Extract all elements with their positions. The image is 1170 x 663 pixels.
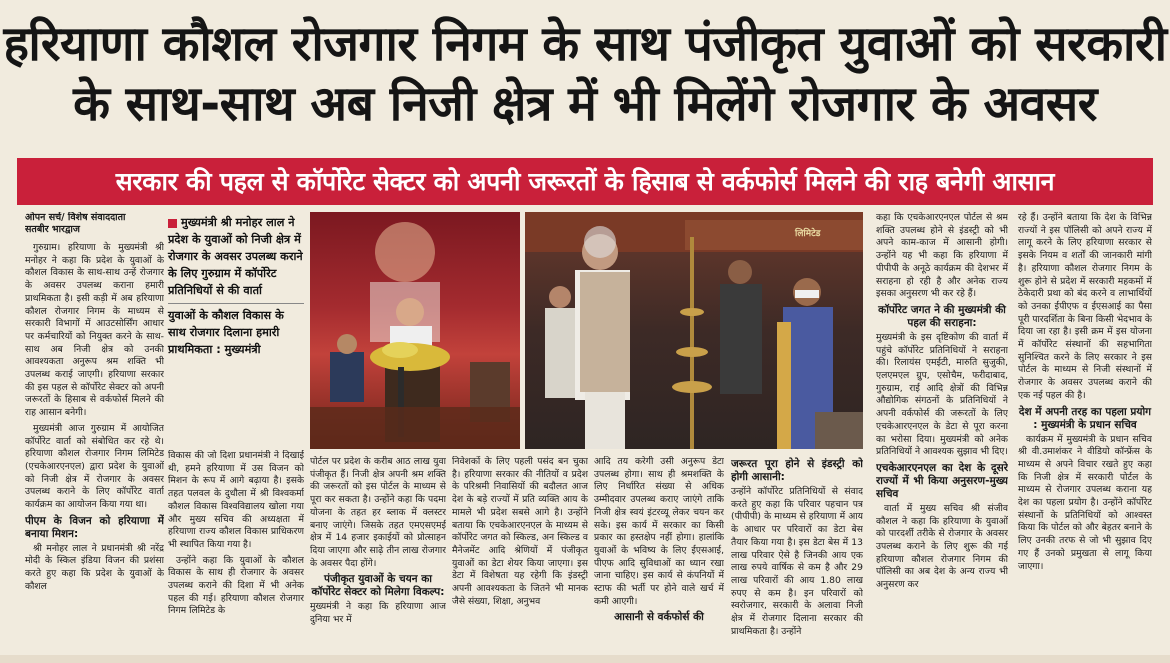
article-paragraph: उन्होंने कॉर्पोरेट प्रतिनिधियों से संवाद करते हुए कहा कि परिवार पहचान पत्र (पीपीपी) के माध्यम से हरियाणा में आय के आधार पर परिवारों का डेटा बेस तैयार किया गया है। इस डेटा बेस में 13 लाख परिवार ऐसे है जिनकी आय एक लाख रुपये वार्षिक से कम है और 29 लाख परिवारों की आय 1.80 लाख रुपए से कम है। इन परिवारों को स्वरोजगार, सरकारी के अलावा निजी क्षेत्र में रोजगार दिलाना सरकार की प्राथमिकता है। उन्होंने: [731, 486, 863, 637]
column-5: [594, 456, 724, 655]
pull-quote-text: मुख्यमंत्री श्री मनोहर लाल ने प्रदेश के युवाओं को निजी क्षेत्र में रोजगार के अवसर उपलब्ध कराने के लिए गुरुग्राम में कॉर्पोरेट प्रतिनिधियों से की वार्ता: [168, 216, 303, 297]
article-paragraph: विकास की जो दिशा प्रधानमंत्री ने दिखाई थी, हमने हरियाणा में उस विजन को मिशन के रूप में आगे बढ़ाया है। इसके तहत पलवल के दुधौला में श्री विश्वकर्मा कौशल विकास विश्वविद्यालय खोला गया और मुख्य सचिव की अध्यक्षता में हरियाणा राज्य कौशल विकास प्राधिकरण भी स्थापित किया गया है।: [168, 450, 304, 550]
article-paragraph: निवेशकों के लिए पहली पसंद बन चुका है। हरियाणा सरकार की नीतियों व प्रदेश के परिश्रमी निवासियों की बदौलत आज देश के बड़े राज्यों में प्रति व्यक्ति आय के मामले भी प्रदेश सबसे आगे है। उन्होंने बताया कि एचकेआरएनएल के माध्यम से कॉर्पोरेट जगत को स्किल्ड, अन स्किल्ड व मैनेजमेंट आदि श्रेणियों में पंजीकृत युवाओं का डेटा शेयर किया जाएगा। इस डेटा में विशेषता यह रहेगी कि इंडस्ट्री अपनी आवश्यकता के जितने भी मानक जैसे संख्या, शिक्षा, अनुभव: [452, 456, 588, 607]
column-4: [452, 456, 588, 655]
article-paragraph: रहे हैं। उन्होंने बताया कि देश के विभिन्न राज्यों ने इस पॉलिसी को अपने राज्य में लागू करने के लिए हरियाणा सरकार से इसके नियम व शर्तों की जानकारी मांगी है। हरियाणा कौशल रोजगार निगम के शुरू होने से प्रदेश में सरकारी महकमों में ठेकेदारी प्रथा को बंद करने व लाभार्थियों को उनका ईपीएफ व ईएसआई का पैसा पूरी पारदर्शिता के बिना किसी भेदभाव के दिया जा रहा है। इसी क्रम में इस योजना में कॉर्पोरेट संस्थानों की सहभागिता सुनिश्चित करने के लिए सरकार ने इस पोर्टल के माध्यम से निजी संस्थानों में रोजगार के अवसर उपलब्ध कराने की एक नई पहल की है।: [1018, 212, 1152, 401]
photo-banner-text: लिमिटेड: [795, 229, 821, 239]
column-6: [731, 456, 863, 655]
article-paragraph: उन्होंने कहा कि युवाओं के कौशल विकास के साथ ही रोजगार के अवसर उपलब्ध कराने की दिशा में भी अनेक पहल की गई। हरियाणा कौशल रोजगार निगम लिमिटेड के: [168, 554, 304, 617]
headline-line-2: के साथ-साथ अब निजी क्षेत्र में भी मिलेंगे रोजगार के अवसर: [73, 76, 1097, 132]
subheadline-banner: सरकार की पहल से कॉर्पोरेट सेक्टर को अपनी जरूरतों के हिसाब से वर्कफोर्स मिलने की राह बनेगी आसान: [17, 158, 1153, 205]
section-heading: पीएम के विजन को हरियाणा में बनाया मिशन:: [25, 514, 164, 540]
column-3: [310, 456, 446, 655]
column-8: [1018, 212, 1152, 655]
headline-line-1: हरियाणा कौशल रोजगार निगम के साथ पंजीकृत युवाओं को सरकारी: [3, 16, 1167, 72]
byline-desk: ओपन सर्च/ विशेष संवाददाता: [25, 212, 126, 223]
pull-quote: [168, 214, 304, 444]
page-bottom-edge: [0, 655, 1170, 663]
headline: [0, 0, 1170, 150]
column-7: [876, 212, 1008, 655]
event-photo-lamp-lighting: [525, 212, 863, 449]
section-heading: पंजीकृत युवाओं के चयन का कॉर्पोरेट सेक्टर को मिलेगा विकल्प:: [311, 573, 445, 599]
article-paragraph: मुख्यमंत्री आज गुरुग्राम में आयोजित कॉर्पोरेट वार्ता को संबोधित कर रहे थे। हरियाणा कौशल रोजगार निगम लिमिटेड (एचकेआरएनएल) द्वारा प्रदेश के युवाओं को निजी क्षेत्र में रोजगार के अवसर उपलब्ध कराने के लिए कॉर्पोरेट वार्ता कार्यक्रम का आयोजन किया गया था।: [25, 422, 164, 511]
column-2: [168, 450, 304, 655]
article-paragraph: श्री मनोहर लाल ने प्रधानमंत्री श्री नरेंद्र मोदी के स्किल इंडिया विजन की प्रशंसा करते हुए कहा कि प्रदेश के युवाओं के कौशल: [25, 542, 164, 592]
article-paragraph: मुख्यमंत्री के इस दृष्टिकोण की वार्ता में पहुंचे कॉर्पोरेट प्रतिनिधियों ने सराहना की। रिलायंस एमईटी, मारुति सुजुकी, एलएमएल ग्रुप, एसोचैम, फरीदाबाद, गुरुग्राम, राई आदि क्षेत्रों की विभिन्न औद्योगिक संगठनों के प्रतिनिधियों ने अपनी वर्कफोर्स की जरूरतों के लिए एचकेआरएनएल के डेटा से पूरा करना का भरोसा दिया। मुख्यमंत्री को अनेक प्रतिनिधियों ने आवश्यक सुझाव भी दिए।: [876, 331, 1008, 458]
section-heading: जरूरत पूरा होने से इंडस्ट्री को होगी आसानी:: [731, 458, 863, 483]
red-square-bullet-icon: [168, 219, 177, 228]
article-paragraph: पोर्टल पर प्रदेश के करीब आठ लाख युवा पंजीकृत हैं। निजी क्षेत्र अपनी श्रम शक्ति की जरूरतों को इस पोर्टल के माध्यम से पूरा कर सकता है। उन्होंने कहा कि पदमा योजना के तहत हर ब्लाक में क्लस्टर बनाए जाएंगे। जिसके तहत एमएसएमई क्षेत्र में 14 हजार इकाईयों को प्रोत्साहन दिया जाएगा और साढ़े तीन लाख रोजगार के अवसर पैदा होंगे।: [310, 456, 446, 569]
section-heading: देश में अपनी तरह का पहला प्रयोग : मुख्यमंत्री के प्रधान सचिव: [1018, 405, 1152, 431]
article-paragraph: मुख्यमंत्री ने कहा कि हरियाणा आज दुनिया भर में: [310, 601, 446, 626]
section-heading: आसानी से वर्कफोर्स की: [614, 611, 704, 624]
column-1: [25, 212, 164, 655]
section-heading: एचकेआरएनएल का देश के दूसरे राज्यों में भी किया अनुसरण-मुख्य सचिव: [876, 461, 1008, 500]
speaker-illustration: [310, 212, 520, 449]
section-heading: कॉर्पोरेट जगत ने की मुख्यमंत्री की पहल की सराहना:: [878, 303, 1006, 329]
article-paragraph: कहा कि एचकेआरएनएल पोर्टल से श्रम शक्ति उपलब्ध होने से इंडस्ट्री को भी अपने काम-काज में आसानी होगी। उन्होंने यह भी कहा कि हरियाणा में पीपीपी के अनूठे कार्यक्रम की देशभर में सराहना हो रही है और अनेक राज्य इसका अनुसरण भी कर रहे हैं।: [876, 212, 1008, 300]
lamp-lighting-illustration: [525, 212, 863, 449]
article-paragraph: आदि तय करेगी उसी अनुरूप डेटा उपलब्ध होगा। साथ ही श्रमशक्ति के लिए निर्धारित संख्या से अधिक उम्मीदवार उपलब्ध कराए जाएंगे ताकि निजी क्षेत्र स्वयं इंटरव्यू लेकर चयन कर सके। इस कार्य में सरकार का किसी प्रकार का हस्तक्षेप नहीं होगा। हालांकि युवाओं के भविष्य के लिए ईएसआई, पीएफ आदि सुविधाओं का ध्यान रखा जाना चाहिए। इस कार्य से कंपनियों में स्टाफ की भर्ती पर होने वाले खर्च में कमी आएगी।: [594, 456, 724, 607]
article-paragraph: गुरुग्राम। हरियाणा के मुख्यमंत्री श्री मनोहर ने कहा कि प्रदेश के युवाओं के कौशल विकास के साथ-साथ उन्हें रोजगार के अवसर उपलब्ध कराना हमारी प्राथमिकता है। इसी कड़ी में अब हरियाणा कौशल रोजगार निगम के माध्यम से सरकारी विभागों में आउटसोर्सिंग आधार पर कर्मचारियों को नियुक्त करने के साथ-साथ अब निजी क्षेत्र को उनकी आवश्यकता अनुरूप श्रम शक्ति भी उपलब्ध कराई जाएगी। हरियाणा सरकार की इस पहल से कॉर्पोरेट सेक्टर को अपनी जरूरतों के हिसाब से वर्कफोर्स मिलने की राह आसान बनेगी।: [25, 242, 164, 419]
article-paragraph: वार्ता में मुख्य सचिव श्री संजीव कौशल ने कहा कि हरियाणा के युवाओं को पारदर्शी तरीके से रोजगार के अवसर उपलब्ध कराने के लिए शुरू की गई हरियाणा कौशल रोजगार निगम की पॉलिसी का अब देश के अन्य राज्य भी अनुसरण कर: [876, 502, 1008, 591]
pull-quote-secondary: युवाओं के कौशल विकास के साथ रोजगार दिलाना हमारी प्राथमिकता : मुख्यमंत्री: [168, 303, 304, 358]
event-photo-speaker: [310, 212, 520, 449]
byline-author: सतबीर भारद्वाज: [25, 224, 80, 235]
article-paragraph: कार्यक्रम में मुख्यमंत्री के प्रधान सचिव श्री वी.उमाशंकर ने वीडियो कॉन्फ्रेंस के माध्यम से अपने विचार रखते हुए कहा कि निजी क्षेत्र में सरकारी पोर्टल के माध्यम से रोजगार उपलब्ध कराना यह देश का पहला प्रयोग है। उन्होंने कॉर्पोरेट संस्थानों के प्रतिनिधियों को आश्वस्त किया कि पोर्टल को और बेहतर बनाने के लिए उनकी तरफ से जो भी सुझाव दिए गए हैं उनको प्रमुखता से लागू किया जाएगा।: [1018, 433, 1152, 572]
